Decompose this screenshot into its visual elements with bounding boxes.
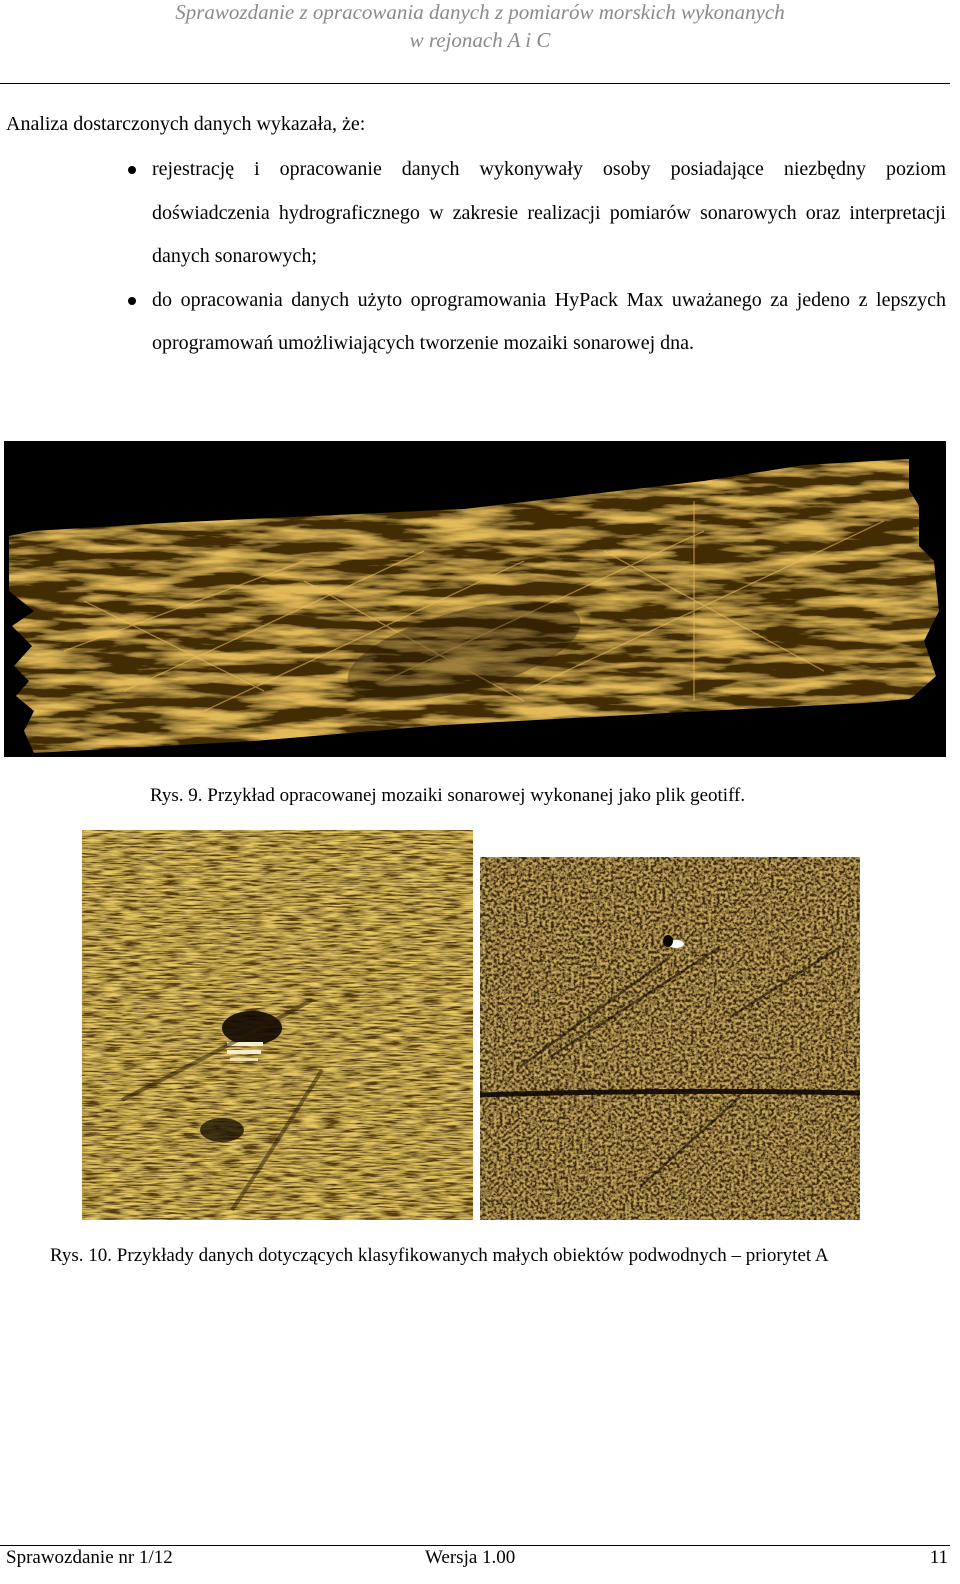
page-number: 11 bbox=[929, 1547, 948, 1568]
findings-list bbox=[152, 148, 946, 366]
list-item bbox=[152, 279, 946, 366]
sonar-target-image-right bbox=[480, 857, 860, 1220]
list-item bbox=[152, 148, 946, 279]
figure-10-caption: Rys. 10. Przykłady danych dotyczących klasyfikowanych małych obiektów podwodnych – priorytet A bbox=[50, 1245, 829, 1266]
sonar-mosaic-image bbox=[4, 441, 946, 757]
bullet-icon bbox=[128, 166, 136, 174]
list-item-text: do opracowania danych użyto oprogramowania HyPack Max uważanego za jedeno z lepszych oprogramowań umożliwiających tworzenie mozaiki sonarowej dna. bbox=[152, 288, 946, 354]
header-divider bbox=[0, 83, 950, 84]
footer-report-number: Sprawozdanie nr 1/12 bbox=[6, 1547, 173, 1568]
bullet-icon bbox=[128, 297, 136, 305]
figure-9-caption: Rys. 9. Przykład opracowanej mozaiki sonarowej wykonanej jako plik geotiff. bbox=[150, 785, 746, 806]
header-title-line2: w rejonach A i C bbox=[409, 28, 551, 52]
intro-paragraph: Analiza dostarczonych danych wykazała, że: bbox=[6, 113, 366, 135]
list-item-text: rejestrację i opracowanie danych wykonywały osoby posiadające niezbędny poziom doświadczenia hydrograficznego w zakresie realizacji pomiarów sonarowych oraz interpretacji danych sonarowych; bbox=[152, 158, 946, 267]
sonar-target-image-left bbox=[82, 830, 473, 1220]
footer-version: Wersja 1.00 bbox=[425, 1547, 516, 1568]
header-title-line1: Sprawozdanie z opracowania danych z pomiarów morskich wykonanych bbox=[175, 0, 785, 24]
